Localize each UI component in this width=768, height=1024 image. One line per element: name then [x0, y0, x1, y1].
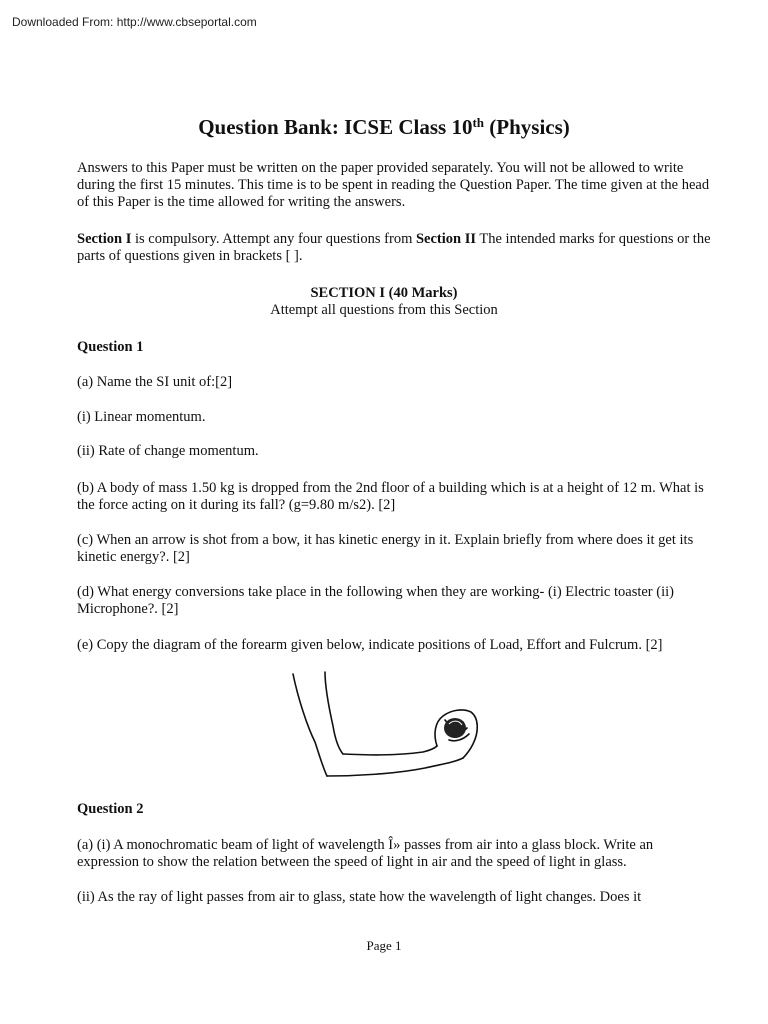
question-1-b: (b) A body of mass 1.50 kg is dropped from the 2nd floor of a building which is at a height of 12 m. What is the force acting on it during its fall? (g=9.80 m/s2). [2]: [77, 480, 704, 513]
section-two-label: Section II: [415, 231, 477, 247]
page-title: [0, 115, 768, 140]
section-one-label: Section I: [77, 231, 132, 247]
section-subheading: Attempt all questions from this Section: [270, 302, 498, 318]
question-2-title: Question 2: [77, 801, 144, 817]
section-one-text: is compulsory. Attempt any four questions from: [131, 231, 416, 247]
page-number: Page 1: [366, 938, 402, 953]
question-1-a-i: (i) Linear momentum.: [77, 409, 206, 425]
instructions-intro: Answers to this Paper must be written on the paper provided separately. You will not be allowed to write during the first 15 minutes. This time is to be spent in reading the Question Paper. The time given at the head of this Paper is the time allowed for writing the answers.: [77, 160, 710, 210]
section-heading: SECTION I (40 Marks): [310, 285, 458, 301]
title-suffix: (Physics): [484, 115, 570, 139]
question-2-a-ii: (ii) As the ray of light passes from air to glass, state how the wavelength of light changes. Does it: [77, 889, 642, 905]
forearm-lower-line: [327, 758, 463, 776]
question-1-d: (d) What energy conversions take place in the following when they are working- (i) Electric toaster (ii) Microphone?. [2]: [77, 584, 674, 617]
question-2-a-i: (a) (i) A monochromatic beam of light of wavelength Î» passes from air into a glass block. Write an expression to show the relation between the speed of light in air and the speed of light in glass.: [77, 837, 654, 870]
forearm-diagram: [285, 668, 485, 783]
section-two-text: The intended marks for questions or the parts of questions given in brackets [ ].: [77, 231, 711, 264]
download-source-text: Downloaded From: http://www.cbseportal.com: [12, 15, 257, 29]
question-1-title: Question 1: [77, 339, 144, 355]
question-1-c: (c) When an arrow is shot from a bow, it has kinetic energy in it. Explain briefly from where does it get its kinetic energy?. [2]: [77, 532, 694, 565]
forearm-upper-line: [343, 746, 437, 755]
question-1-a: (a) Name the SI unit of:[2]: [77, 374, 233, 390]
question-1-e: (e) Copy the diagram of the forearm given below, indicate positions of Load, Effort and Fulcrum. [2]: [77, 637, 663, 653]
instructions-sections: [77, 231, 717, 265]
title-superscript: th: [472, 115, 485, 130]
upper-arm-inner-line: [325, 672, 343, 754]
question-1-a-ii: (ii) Rate of change momentum.: [77, 443, 259, 459]
title-prefix: Question Bank: ICSE Class 10: [198, 115, 473, 139]
upper-arm-outer-line: [293, 674, 327, 776]
